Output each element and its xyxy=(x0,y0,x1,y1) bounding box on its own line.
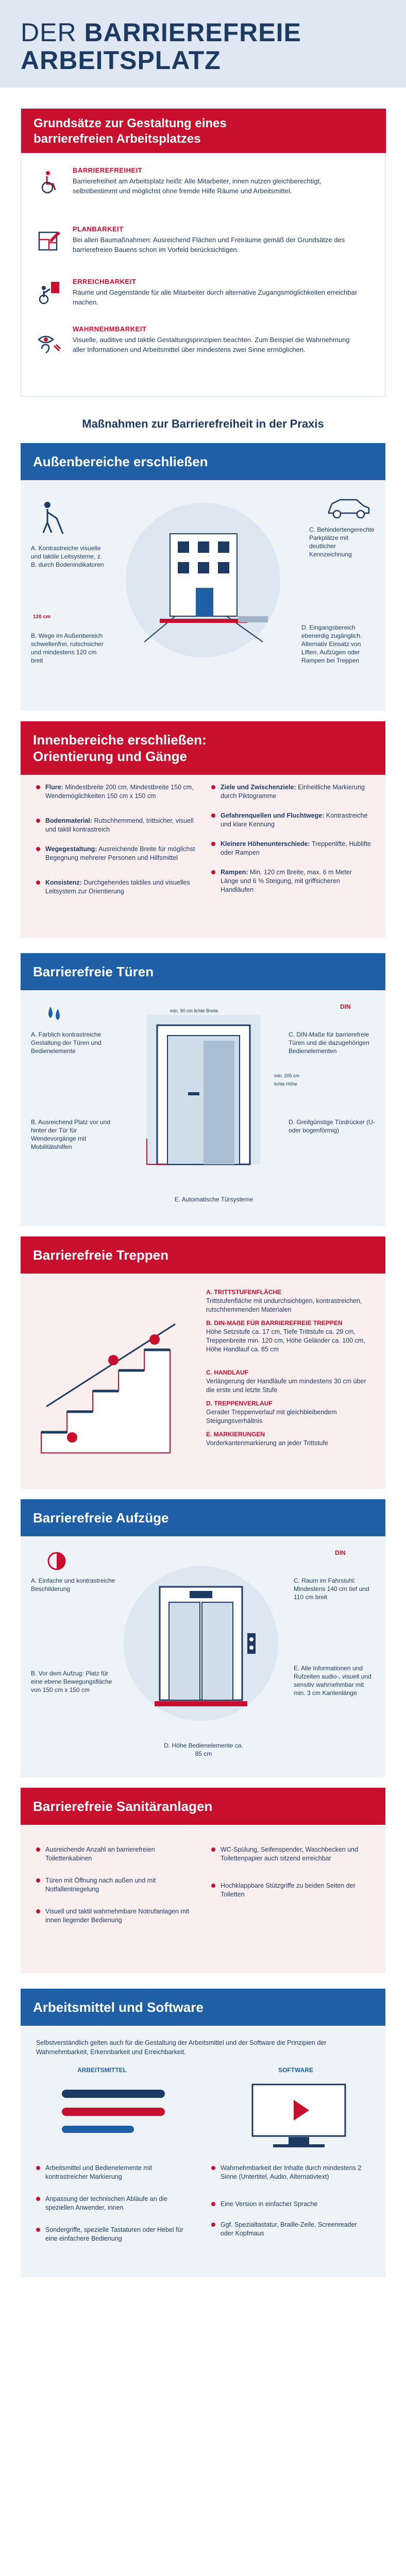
principle-reachability xyxy=(73,278,361,307)
section-elevators-title: Barrierefreie Aufzüge xyxy=(21,1499,385,1536)
principle-accessibility xyxy=(73,166,361,196)
car-icon xyxy=(325,495,371,520)
section-indoor-title xyxy=(21,721,385,775)
section-stairs-title: Barrierefreie Treppen xyxy=(21,1236,385,1274)
drop-icon xyxy=(46,1005,62,1025)
senses-icon xyxy=(37,330,62,356)
elevators-din-badge: DIN xyxy=(335,1549,346,1556)
indoor-item xyxy=(36,817,196,834)
stairs-item-heading: A. TRITTSTUFENFLÄCHE xyxy=(206,1289,281,1296)
stairs-item-heading: E. MARKIERUNGEN xyxy=(206,1431,265,1438)
work-item: Ggf. Spezialtastatur, Braille-Zeile, Screenreader oder Kopfmaus xyxy=(211,2221,371,2238)
sanitary-item: Visuell und taktil wahrnehmbare Notrufanlagen mit innen liegender Bedienung xyxy=(36,1907,191,1925)
work-item: Wahrnehmbarkeit der Inhalte durch mindestens 2 Sinne (Untertitel, Audio, Alternativtext) xyxy=(211,2164,371,2181)
elevator-illustration xyxy=(124,1556,278,1731)
principle-heading: WAHRNEHMBARKEIT xyxy=(73,325,147,333)
work-item: Anpassung der technischen Abläufe an die speziellen Anwender, innen xyxy=(36,2195,191,2212)
indoor-item xyxy=(211,868,371,894)
stairs-item-text: Höhe Setzstufe ca. 17 cm, Tiefe Trittstufe ca. 29 cm, Treppenbreite min. 120 cm, Höhe Geländer ca. 100 cm, Höhe Handlauf ca. 85 cm xyxy=(206,1328,365,1353)
indoor-item-text: Mindestbreite 200 cm, Mindestbreite 150 cm, Wendemöglichkeiten 150 cm x 150 cm xyxy=(45,784,194,800)
title-light: DER xyxy=(21,18,77,47)
indoor-item-text: Rutschhemmend, trittsicher, visuell und taktil kontrastreich xyxy=(45,817,194,833)
stairs-item xyxy=(206,1368,371,1395)
work-col-right-heading: SOFTWARE xyxy=(278,2066,313,2074)
stairs-item xyxy=(206,1399,371,1426)
blueprint-icon xyxy=(37,228,62,254)
door-dim-top: min. 90 cm lichte Breite xyxy=(170,1008,218,1013)
stairs-item-heading: C. HANDLAUF xyxy=(206,1369,248,1376)
pen-tools-icon xyxy=(52,2079,175,2141)
principle-planning xyxy=(73,225,361,255)
indoor-item-label: Wegegestaltung: xyxy=(45,845,97,853)
elevators-label-e: E. Alle Informationen und Rufzeiten audio-, visuell und sensitiv wahrnehmbar mit min. 3 cm Kantenlänge xyxy=(294,1665,371,1697)
principle-perceptibility xyxy=(73,325,361,354)
doors-label-c: C. DIN-Maße für barrierefreie Türen und die dazugehörigen Bedienelementen xyxy=(289,1031,369,1055)
section-work xyxy=(21,1989,385,2277)
indoor-title-line1: Innenbereiche erschließen: xyxy=(33,732,207,748)
stairs-item-heading: D. TREPPENVERLAUF xyxy=(206,1400,273,1407)
section-indoor xyxy=(21,721,385,938)
principle-heading: BARRIEREFREIHEIT xyxy=(73,166,143,174)
title-bold-2: ARBEITSPLATZ xyxy=(21,46,221,75)
section-sanitary xyxy=(21,1788,385,1973)
section-sanitary-title: Barrierefreie Sanitäranlagen xyxy=(21,1788,385,1825)
contrast-sign-icon xyxy=(46,1551,67,1571)
section-doors-title: Barrierefreie Türen xyxy=(21,953,385,990)
indoor-item xyxy=(36,845,196,862)
work-item: Arbeitsmittel und Bedienelemente mit kontrastreicher Markierung xyxy=(36,2164,191,2181)
indoor-item-text: Durchgehendes taktiles und visuelles Leitsystem zur Orientierung xyxy=(45,879,190,895)
reach-icon xyxy=(37,279,62,304)
elevators-label-b: B. Vor dem Aufzug: Platz für eine ebene Bewegungsfläche von 150 cm x 150 cm xyxy=(31,1670,112,1693)
indoor-item-label: Ziele und Zwischenziele: xyxy=(221,784,296,791)
elevators-label-d: D. Höhe Bedienelemente ca. 85 cm xyxy=(164,1742,243,1757)
outdoor-label-c: C. Behindertengerechte Parkplätze mit deutlicher Kennzeichnung xyxy=(309,526,375,558)
page-title xyxy=(21,19,301,74)
outdoor-label-d: D. Eingangsbereich ebenerdig zugänglich. Alternativ Einsatz von Liften, Aufzügen oder Rampen bei Treppen xyxy=(301,624,362,664)
section-outdoor xyxy=(21,443,385,711)
elevators-label-c: C. Raum im Fahrstuhl: Mindestens 140 cm tief und 110 cm breit xyxy=(294,1577,369,1601)
indoor-item xyxy=(211,811,371,829)
stairs-item-text: Verlängerung der Handläufe um mindestens 30 cm über die erste und letzte Stufe xyxy=(206,1378,366,1394)
sanitary-item: Ausreichende Anzahl an barrierefreien Toilettenkabinen xyxy=(36,1845,191,1863)
sanitary-item: Türen mit Öffnung nach außen und mit Notfallentriegelung xyxy=(36,1876,191,1894)
principle-heading: PLANBARKEIT xyxy=(73,225,124,233)
indoor-item xyxy=(36,783,196,801)
indoor-item-label: Rampen: xyxy=(221,869,248,876)
outdoor-dim-label: 120 cm xyxy=(33,614,50,620)
indoor-item-text: Einheitliche Markierung durch Piktogramme xyxy=(221,784,365,800)
title-bold-1: BARRIEREFREIE xyxy=(84,18,301,47)
blind-person-icon xyxy=(36,500,67,536)
work-intro: Selbstverständlich gelten auch für die Gestaltung der Arbeitsmittel und der Software die Prinzipien der Wahrnehmbarkeit, Erkennbarkeit und Erreichbarkeit. xyxy=(36,2039,327,2056)
work-item: Eine Version in einfacher Sprache xyxy=(211,2200,371,2209)
section-elevators xyxy=(21,1499,385,1777)
stairs-item xyxy=(206,1319,371,1354)
work-item: Sondergriffe, spezielle Tastaturen oder Hebel für eine einfachere Bedienung xyxy=(36,2226,191,2243)
principle-text: Barrierefreiheit am Arbeitsplatz heißt: Alle Mitarbeiter, innen nutzen gleichberechtigt, selbstbestimmt und möglichst ohne fremde Hilfe Räume und Arbeitsmittel. xyxy=(73,177,322,195)
door-dim-side: min. 205 cm lichte Höhe xyxy=(274,1073,300,1087)
indoor-item-text: Treppenlifte, Hublifte oder Rampen xyxy=(221,840,371,856)
header xyxy=(0,0,406,88)
principles-box xyxy=(21,108,385,397)
principle-text: Bei allen Baumaßnahmen: Ausreichend Flächen und Freiräume gemäß der Grundsätze des barrierefreien Bauens schon im Vorfeld berücksichtigen. xyxy=(73,236,345,253)
indoor-item-label: Konsistenz: xyxy=(45,879,82,886)
indoor-item xyxy=(211,840,371,857)
section-stairs xyxy=(21,1236,385,1489)
indoor-title-line2: Orientierung und Gänge xyxy=(33,749,188,764)
principles-title xyxy=(21,109,386,153)
outdoor-label-b: B. Wege im Außenbereich schwellenfrei, rutschsicher und mindestens 120 cm breit xyxy=(31,632,104,664)
indoor-item xyxy=(36,878,196,896)
elevators-label-a: A. Einfache und kontrastreiche Beschilderung xyxy=(31,1577,115,1592)
doors-label-a: A. Farblich kontrastreiche Gestaltung der Türen und Bedienelemente xyxy=(31,1031,102,1055)
stairs-item xyxy=(206,1430,371,1448)
principle-text: Visuelle, auditive und taktile Gestaltungsprinzipien beachten. Zum Beispiel die Wahrnehmung aller Informationen und Arbeitsmittel über mindestens zwei Sinne ermöglichen. xyxy=(73,336,350,353)
principles-title-line2: barrierefreien Arbeitsplatzes xyxy=(33,132,201,146)
indoor-item-label: Kleinere Höhenunterschiede: xyxy=(221,840,310,848)
outdoor-label-a: A. Kontrastreiche visuelle und taktile Leitsysteme, z. B. durch Bodenindikatoren xyxy=(31,545,104,568)
stairs-item-heading: B. DIN-MAẞE FÜR BARRIEREFREIE TREPPEN xyxy=(206,1319,343,1327)
door-illustration xyxy=(137,1005,270,1170)
indoor-item-text: Kontrastreiche und klare Kennung xyxy=(221,812,368,828)
sanitary-item: Hochklappbare Stützgriffe zu beiden Seiten der Toiletten xyxy=(211,1882,371,1899)
work-col-left-heading: ARBEITSMITTEL xyxy=(77,2066,127,2074)
doors-label-b: B. Ausreichend Platz vor und hinter der Tür für Wendevorgänge mit Mobilitätshilfen xyxy=(31,1118,111,1150)
indoor-item-label: Gefahrenquellen und Fluchtwege: xyxy=(221,812,325,819)
principle-text: Räume und Gegenstände für alle Mitarbeiter durch alternative Zugangsmöglichkeiten erreichbar machen. xyxy=(73,289,358,306)
section-work-title: Arbeitsmittel und Software xyxy=(21,1989,385,2026)
stairs-item-text: Trittstufenfläche mit undurchsichtigen, kontrastreichen, rutschhemmenden Materialen xyxy=(206,1297,362,1313)
monitor-icon xyxy=(242,2079,356,2151)
building-illustration xyxy=(98,493,308,663)
principles-title-line1: Grundsätze zur Gestaltung eines xyxy=(33,116,227,130)
section-doors xyxy=(21,953,385,1226)
principle-heading: ERREICHBARKEIT xyxy=(73,278,137,285)
doors-label-d: D. Greifgünstige Türdrücker (U- oder bogenförmig) xyxy=(289,1118,375,1134)
stairs-illustration xyxy=(36,1298,191,1463)
stairs-item xyxy=(206,1288,371,1314)
wheelchair-icon xyxy=(37,170,62,195)
section-outdoor-title: Außenbereiche erschließen xyxy=(21,443,385,480)
indoor-item-text: Ausreichende Breite für möglichst Begegnung mehrerer Personen und Hilfsmittel xyxy=(45,845,195,861)
praxis-heading: Maßnahmen zur Barrierefreiheit in der Praxis xyxy=(82,417,324,430)
doors-din-badge: DIN xyxy=(340,1003,351,1010)
stairs-item-text: Vorderkantenmarkierung an jeder Trittstufe xyxy=(206,1439,328,1447)
indoor-item-label: Bodenmaterial: xyxy=(45,817,92,824)
indoor-item xyxy=(211,783,371,801)
indoor-item-text: Min. 120 cm Breite, max. 6 m Meter Länge und 6 % Steigung, mit griffsicheren Handläufen xyxy=(221,869,352,893)
doors-label-e: E. Automatische Türsysteme xyxy=(174,1196,253,1203)
indoor-item-label: Flure: xyxy=(45,784,63,791)
sanitary-item: WC-Spülung, Seifenspender, Waschbecken und Toilettenpapier auch sitzend erreichbar xyxy=(211,1845,371,1863)
stairs-item-text: Gerader Treppenverlauf mit gleichbleibendem Steigungsverhältnis xyxy=(206,1409,337,1425)
